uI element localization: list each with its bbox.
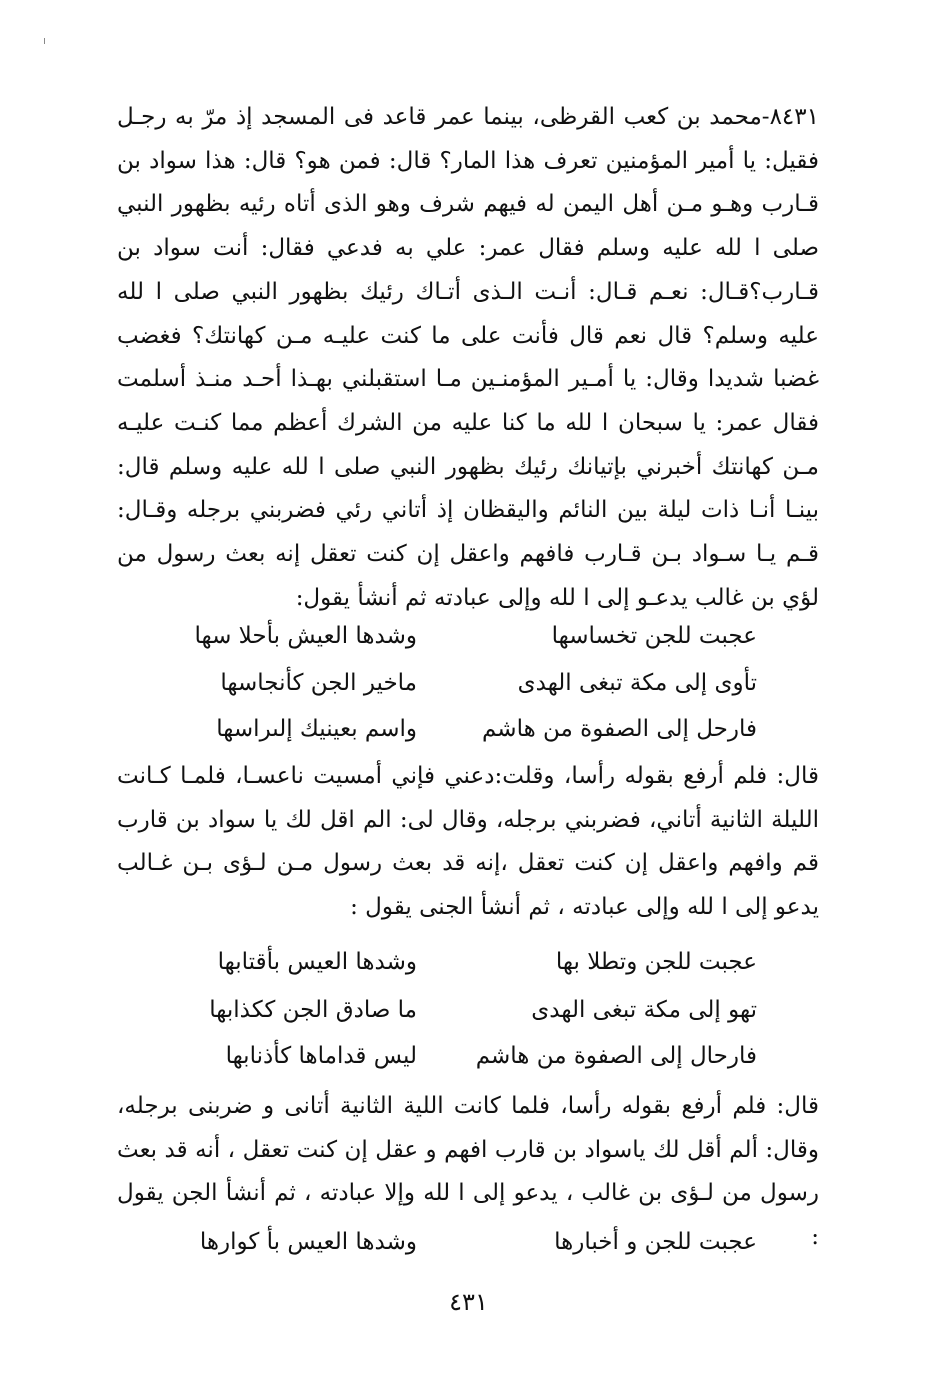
page-number: ٤٣١ xyxy=(449,1288,488,1316)
poem1-line1-first-hemistich: عجبت للجن تخساسها xyxy=(551,623,757,649)
poem3-line1-second-hemistich: وشدها العيس بأ كوارها xyxy=(199,1229,417,1255)
poem3-line1-first-hemistich: عجبت للجن و أخبارها xyxy=(554,1229,757,1255)
poem1-line3-second-hemistich: واسم بعينيك إلىراسها xyxy=(216,716,417,742)
poem2-line3-second-hemistich: ليس قداماها كأذنابها xyxy=(225,1043,417,1069)
scan-speck xyxy=(44,38,45,44)
poem2-line2-second-hemistich: ما صادق الجن ككذابها xyxy=(209,997,417,1023)
poem2-line2-first-hemistich: تهو إلى مكة تبغى الهدى xyxy=(531,997,757,1023)
paragraph-hadith-opening: ٨٤٣١-محمد بن كعب القرظى، بينما عمر قاعد فى المسجد إذ مرّ به رجـل فقيل: يا أمير المؤمنين تعرف هذا المار؟ قال: فمن هو؟ قال: هذا سواد بن قـارب وهـو مـن أهل اليمن له فيهم شرف وهو الذى أتاه رئيه بظهور النبي صلى ا لله عليه وسلم فقال عمر: علي به فدعي فقال: أنت سواد بن قـارب؟قـال: نعـم قـال: أنـت الـذى أتـاك رئيك بظهور النبي صلى ا لله عليه وسلم؟ قال نعم قال فأنت على ما كنت عليـه مـن كهانتك؟ فغضب غضبا شديدا وقال: يا أمـير المؤمنـين مـا استقبلني بهـذا أحـد منـذ أسلمت فقال عمر: يا سبحان ا لله ما كنا عليه من الشرك أعظم مما كنـت عليـه مـن كهانتك أخبرني بإتيانك رئيك بظهور النبي صلى ا لله عليه وسلم قال: بينـا أنـا ذات ليلة بين النائم واليقظان إذ أتاني رئي فضربني برجله وقـال: قـم يـا سـواد بـن قـارب فافهم واعقل إن كنت تعقل إنه بعث رسول من لؤي بن غالب يدعـو إلى ا لله وإلى عبادته ثم أنشأ يقول: xyxy=(117,104,819,611)
poem1-line2-second-hemistich: ماخير الجن كأنجاسها xyxy=(220,670,417,696)
poem1-line1-second-hemistich: وشدها العيش بأحلا سها xyxy=(194,623,417,649)
paragraph-third-night: قال: فلم أرفع بقوله رأسا، فلما كانت اللية الثانية أتانى و ضربنى برجله، وقال: ألم أقل لك ياسواد بن قارب افهم و عقل إن كنت تعقل ، أنه قد بعث رسول من لـؤى بن غالب ، يدعو إلى ا لله وإلا عبادته ، ثم أنشأ الجن يقول : xyxy=(117,1093,819,1251)
paragraph-second-night: قال: فلم أرفع بقوله رأسا، وقلت:دعني فإني أمسيت ناعسـا، فلمـا كـانت الليلة الثانية أتاني، فضربني برجله، وقال لى: الم اقل لك يا سواد بن قارب قم وافهم واعقل إن كنت تعقل ،إنه قد بعث رسول مـن لـؤى بـن غـالب يدعو إلى ا لله وإلى عبادته ، ثم أنشأ الجنى يقول : xyxy=(117,763,819,921)
poem2-line3-first-hemistich: فارحال إلى الصفوة من هاشم xyxy=(475,1043,757,1069)
poem1-line2-first-hemistich: تأوى إلى مكة تبغى الهدى xyxy=(517,670,757,696)
poem2-line1-first-hemistich: عجبت للجن وتطلا بها xyxy=(555,949,757,975)
poem2-line1-second-hemistich: وشدها العيس بأقتابها xyxy=(217,949,417,975)
poem1-line3-first-hemistich: فارحل إلى الصفوة من هاشم xyxy=(481,716,757,742)
